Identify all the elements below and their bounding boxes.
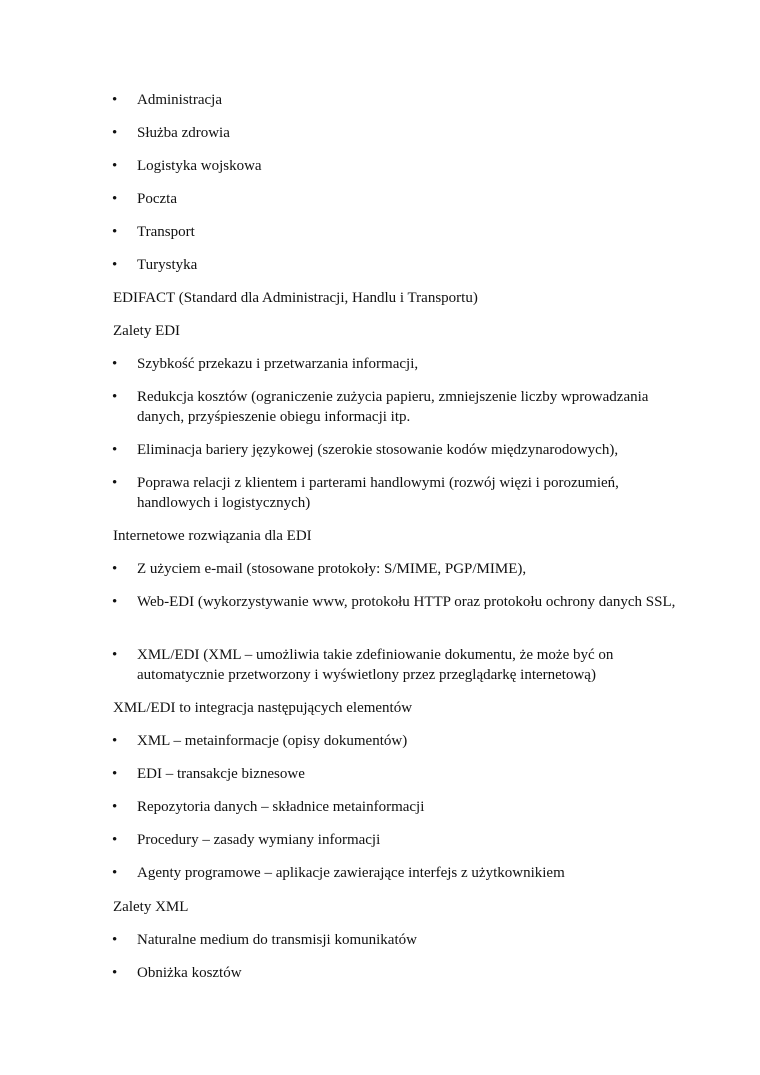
bullet-icon: • [112,125,118,141]
bullet-icon: • [112,442,118,458]
bullet-icon: • [112,561,118,577]
bullet-icon: • [112,158,118,174]
bullet-icon: • [112,865,118,881]
section-heading-zalety-xml: Zalety XML [113,899,189,915]
bullet-icon: • [112,965,118,981]
bullet-icon: • [112,647,118,663]
bullet-icon: • [112,799,118,815]
section-heading-xmledi: XML/EDI to integracja następujących elementów [113,700,413,716]
section-heading-internet: Internetowe rozwiązania dla EDI [113,528,312,544]
bullet-icon: • [112,766,118,782]
bullet-icon: • [112,191,118,207]
edifact-paragraph: EDIFACT (Standard dla Administracji, Handlu i Transportu) [113,290,478,306]
bullet-icon: • [112,356,118,372]
section-heading-zalety-edi: Zalety EDI [113,323,181,339]
bullet-icon: • [112,475,118,491]
bullet-icon: • [112,594,118,610]
bullet-icon: • [112,257,118,273]
document-page: • Administracja • Służba zdrowia • Logistyka wojskowa • Poczta • Transport • Turystyka EDIFACT (Standard dla Administracji, Handlu i Transportu) Zalety EDI • Szybkość przekazu i przetwarzania informacji, • Redukcja kosztów (ograniczenie zużycia papieru, zmniejszenie liczby wprowadzania danych, przyśpieszenie obiegu informacji itp. • Eliminacja bariery językowej (szerokie stosowanie kodów międzynarodowych), • Poprawa relacji z klientem i parterami handlowymi (rozwój więzi i porozumień, handlowych i logistycznych) Internetowe rozwiązania dla EDI • Z użyciem e-mail (stosowane protokoły: S/MIME, PGP/MIME), • Web-EDI (wykorzystywanie www, protokołu HTTP oraz protokołu ochrony danych SSL, • XML/EDI (XML – umożliwia takie zdefiniowanie dokumentu, że może być on automatycznie przetworzony i wyświetlony przez przeglądarkę internetową) XML/EDI to integracja następujących elementów • XML – metainformacje (opisy dokumentów) • EDI – transakcje biznesowe • Repozytoria danych – składnice metainformacji • Procedury – zasady wymiany informacji • Agenty programowe – aplikacje zawierające interfejs z użytkownikiem Zalety XML • Naturalne medium do transmisji komunikatów • Obniżka kosztów [112,92,676,981]
bullet-icon: • [112,92,118,108]
bullet-icon: • [112,932,118,948]
bullet-icon: • [112,224,118,240]
bullet-icon: • [112,389,118,405]
bullet-icon: • [112,832,118,848]
bullet-icon: • [112,733,118,749]
